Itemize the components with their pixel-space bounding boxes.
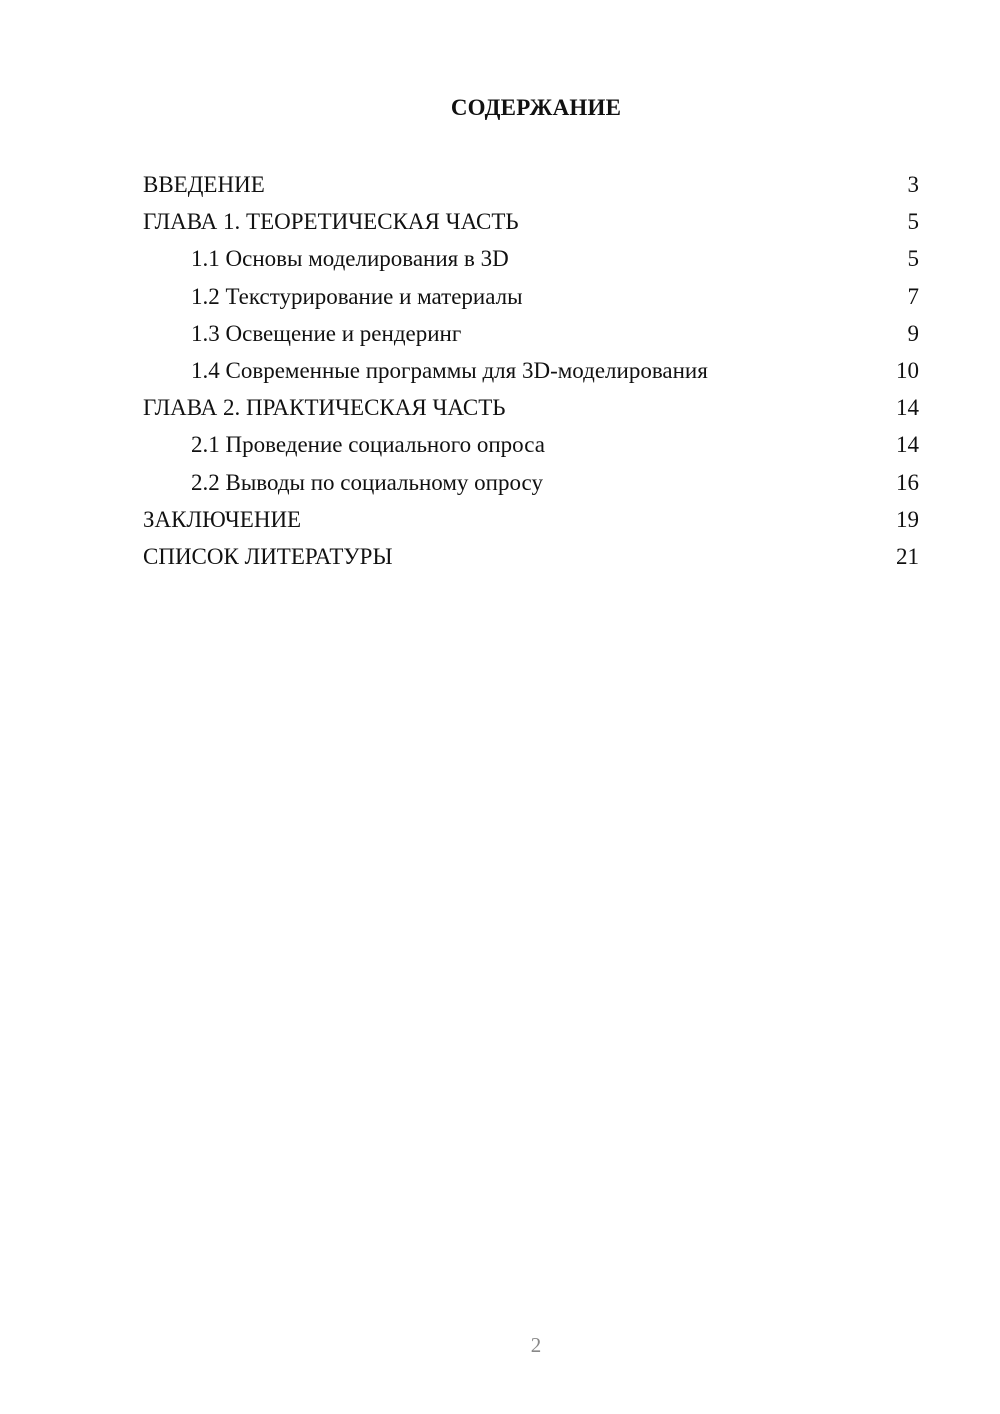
table-of-contents xyxy=(143,166,919,575)
toc-entry-section-2-1[interactable] xyxy=(143,426,919,463)
toc-entry-page: 7 xyxy=(907,283,919,309)
toc-entry-page: 5 xyxy=(907,209,919,235)
toc-entry-label: 1.3 Освещение и рендеринг xyxy=(191,320,462,346)
page-number: 2 xyxy=(530,1333,542,1357)
toc-entry-label: ВВЕДЕНИЕ xyxy=(143,172,265,197)
toc-entry-page: 14 xyxy=(896,395,919,421)
toc-title: СОДЕРЖАНИЕ xyxy=(450,95,622,120)
toc-entry-page: 9 xyxy=(907,320,919,346)
toc-entry-section-1-2[interactable] xyxy=(143,278,919,315)
toc-entry-label: ЗАКЛЮЧЕНИЕ xyxy=(143,506,302,532)
toc-entry-chapter-2[interactable] xyxy=(143,389,919,426)
toc-entry-page: 14 xyxy=(896,432,919,458)
toc-entry-section-1-4[interactable] xyxy=(143,352,919,389)
toc-entry-introduction[interactable] xyxy=(143,166,919,203)
toc-entry-page: 10 xyxy=(896,357,919,383)
toc-entry-section-2-2[interactable] xyxy=(143,464,919,501)
toc-entry-label: СПИСОК ЛИТЕРАТУРЫ xyxy=(143,543,393,569)
toc-entry-label: 1.4 Современные программы для 3D-моделирования xyxy=(191,357,708,383)
toc-entry-references[interactable] xyxy=(143,538,919,575)
toc-entry-label: 1.1 Основы моделирования в 3D xyxy=(191,246,509,272)
toc-entry-page: 5 xyxy=(907,246,919,272)
toc-entry-page: 21 xyxy=(896,543,919,569)
toc-entry-label: ГЛАВА 1. ТЕОРЕТИЧЕСКАЯ ЧАСТЬ xyxy=(143,209,519,235)
toc-entry-page: 3 xyxy=(907,172,919,197)
toc-entry-label: 1.2 Текстурирование и материалы xyxy=(191,283,523,309)
toc-entry-label: 2.1 Проведение социального опроса xyxy=(191,432,545,458)
toc-entry-chapter-1[interactable] xyxy=(143,203,919,240)
toc-entry-page: 19 xyxy=(896,506,919,532)
toc-entry-label: ГЛАВА 2. ПРАКТИЧЕСКАЯ ЧАСТЬ xyxy=(143,395,506,421)
toc-entry-section-1-3[interactable] xyxy=(143,315,919,352)
toc-entry-label: 2.2 Выводы по социальному опросу xyxy=(191,469,543,495)
toc-entry-section-1-1[interactable] xyxy=(143,240,919,277)
toc-entry-page: 16 xyxy=(896,469,919,495)
toc-entry-conclusion[interactable] xyxy=(143,501,919,538)
